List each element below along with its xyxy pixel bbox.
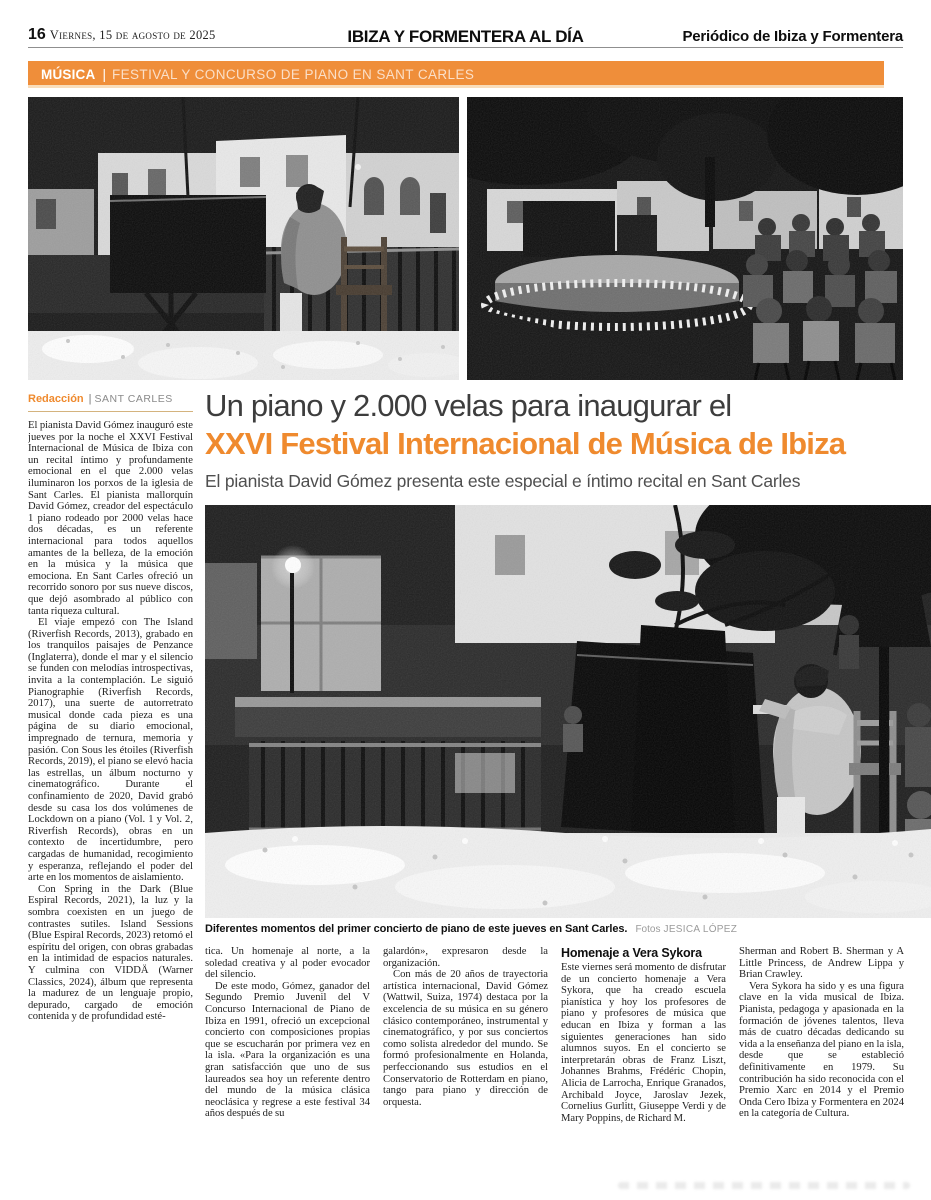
headline-line-1: Un piano y 2.000 velas para inaugurar el <box>205 388 732 423</box>
subsection-heading: Homenaje a Vera Sykora <box>561 946 702 960</box>
article-column-4 <box>739 946 904 1170</box>
article-paragraph: Vera Sykora ha sido y es una figura clave en la vida musical de Ibiza. Pianista, pedagoga y apasionada en la formación de jóvenes talentos, lleva más de cuatro décadas dedicando su vida a la enseñanza del piano en la isla, desde que se estableció definitivamente en 1979. Su contribución ha sido reconocida con el Premio Xarc en 2014 y el Premio Onda Cero Ibiza y Formentera en 2024 en la categoría de Cultura. <box>739 980 904 1120</box>
byline-separator: | <box>88 393 92 405</box>
byline-location: SANT CARLES <box>94 393 173 405</box>
masthead-title: IBIZA Y FORMENTERA AL DÍA <box>347 27 584 46</box>
article-paragraph: tica. Un homenaje al norte, a la soledad creativa y al poder evocador del silencio. <box>205 946 370 981</box>
print-bleed-artifact <box>618 1182 910 1189</box>
section-separator: | <box>102 67 106 82</box>
caption-credit-label: Fotos <box>635 924 661 935</box>
masthead-edition: Periódico de Ibiza y Formentera <box>682 28 903 45</box>
headline-line-2: XXVI Festival Internacional de Música de Ibiza <box>205 426 846 461</box>
section-bar <box>28 61 884 88</box>
article-paragraph: Con Spring in the Dark (Blue Espiral Records, 2021), la luz y la sombra coexisten en un juego de contrastes sutiles. Island Sessions (Blue Espiral Records, 2023) retomó el espíritu del origen, con obras grabadas en la intimidad de espacios naturales. Y culmina con VIDDÄ (Warner Classics, 2024), álbum que representa la madurez de un lenguaje propio, depurado, cargado de emoción contenida y de profundidad esté- <box>28 883 193 1023</box>
photo-pianist-night <box>28 97 459 380</box>
page-number: 16 <box>28 26 46 43</box>
caption-text: Diferentes momentos del primer concierto de piano de este jueves en Sant Carles. <box>205 923 628 935</box>
article-paragraph: galardón», expresaron desde la organización. <box>383 946 548 969</box>
caption-credit: JESICA LÓPEZ <box>663 924 738 935</box>
page-header <box>28 26 903 46</box>
headline-block <box>205 388 931 492</box>
article-paragraph: Sherman and Robert B. Sherman y A Little Princess, de Andrew Lippa y Brian Crawley. <box>739 946 904 981</box>
article-column-3 <box>561 946 726 1170</box>
photo-caption <box>205 923 931 935</box>
header-date: Viernes, 15 de agosto de 2025 <box>49 28 216 42</box>
article-paragraph: Con más de 20 años de trayectoria artística internacional, David Gómez (Wattwil, Suiza, 1974) destaca por la excelencia de su música en su género clásico contemporáneo, instrumental y cinematográfico, y por sus conciertos como solista alrededor del mundo. Se formó profesionalmente en Holanda, perfeccionando sus estudios en el Conservatorio de Rotterdam en piano, tango para piano y dirección de orquesta. <box>383 969 548 1108</box>
article-paragraph: El viaje empezó con The Island (Riverfish Records, 2013), grabado en los tranquilos paisajes de Penzance (Inglaterra), donde el mar y el silencio se funden con melodías introspectivas, invita a la contemplación. Le siguió Pianographie (Riverfish Records, 2017), una suerte de autorretrato musical donde cada pieza es una página de su diario emocional, impregnado de ternura, memoria y pasión. Con Sous les étoiles (Riverfish Records, 2019), el piano se elevó hacia las estrellas, un álbum nocturno y cinematográfico. Durante el confinamiento de 2020, David grabó desde su casa los dos volúmenes de Lockdown on a piano (Vol. 1 y Vol. 2, Riverfish Records), obras en un contexto de incertidumbre, pero cargadas de humanidad, recogimiento y esperanza, reflejando el poder del arte en los momentos de aislamiento. <box>28 617 193 884</box>
photo-main-concert <box>205 505 931 918</box>
article-left-column <box>28 420 193 1168</box>
article-paragraph: Este viernes será momento de disfrutar de un concierto homenaje a Vera Sykora, que ha creado escuela pianística y hoy los profesores de piano y profesores de música que educan en Ibiza y forman a las siguientes generaciones han sido alumnos suyos. En el concierto se interpretarán obras de Franz Liszt, Johannes Brahms, Frédéric Chopin, Alicia de Larrocha, Enrique Granados, Archibald Joyce, Jaroslav Jezek, Cornelius Gurlitt, Giuseppe Verdi y de Mary Poppins, de Richard M. <box>561 962 726 1124</box>
article-paragraph: De este modo, Gómez, ganador del Segundo Premio Juvenil del V Concurso Internacional de Piano de Ibiza en 1991, ofreció un excepcional concierto con composiciones propias que se escucharán por primera vez en la isla. «Para la organización es una gran satisfacción que uno de sus laureados sea hoy un referente dentro del mundo de la música clásica neoclásica y regrese a este festival 34 años después de su <box>205 980 370 1120</box>
article-bottom-columns <box>205 946 905 1170</box>
section-label: MÚSICA <box>41 67 96 82</box>
section-topic: FESTIVAL Y CONCURSO DE PIANO EN SANT CARLES <box>111 67 475 82</box>
byline-author: Redacción <box>28 393 84 405</box>
header-rule <box>28 47 903 48</box>
headline-subhead: El pianista David Gómez presenta este especial e íntimo recital en Sant Carles <box>205 471 801 491</box>
article-column-2 <box>383 946 548 1170</box>
article-column-1 <box>205 946 370 1170</box>
article-paragraph: El pianista David Gómez inauguró este jueves por la noche el XXVI Festival Internacional de Música de Ibiza con un recital íntimo y profundamente emocional en el que 2.000 velas iluminaron los porxos de la iglesia de Sant Carles. El pianista mallorquín David Gómez, creador del espectáculo 1 piano rodeado por 2000 velas hace dos décadas, es un referente internacional para todos aquellos amantes de la belleza, de la emoción en la música y la música que emociona. En Sant Carles ofreció un recorrido sonoro por sus nueve discos, que dejó asombrado al público con tanta riqueza cultural. <box>28 420 193 617</box>
photo-audience-night <box>467 97 903 380</box>
byline <box>28 393 193 405</box>
byline-rule <box>28 411 193 412</box>
